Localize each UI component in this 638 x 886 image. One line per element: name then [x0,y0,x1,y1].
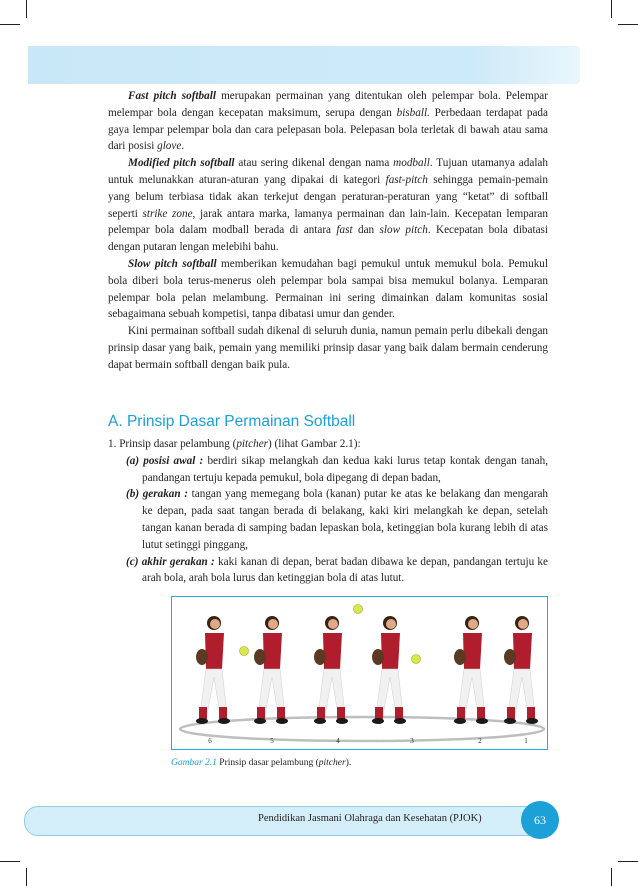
pitcher-figure [240,616,289,724]
term-modified-pitch: Modified pitch softball [128,157,235,170]
crop-mark [26,0,27,18]
list-subitem-a: (a) posisi awal : berdiri sikap melangkah dan kedua kaki lurus tetap kontak dengan tanah, pandangan tertuju kepada pemukul, bola dipegang di depan badan, [126,454,548,484]
pitcher-figure [504,616,538,724]
page-number: 63 [521,801,559,839]
paragraph-closing: Kini permainan softball sudah dikenal di seluruh dunia, namun pemain perlu dibekali dengan prinsip dasar yang baik, pemain yang memiliki prinsip dasar yang baik dalam bermain cenderung dapat bermain softball dengan baik pula. [108,325,548,371]
crop-mark [618,861,638,862]
pitcher-illustration [172,597,547,749]
softball-icon [354,605,363,614]
paragraph-slow-pitch: Slow pitch softball memberikan kemudahan bagi pemukul untuk memukul bola. Pemukul bola diberi bola terus-menerus oleh pelempar bola sampai bisa memukul bolanya. Lemparan pelempar bola pelan melambung. Permainan ini sering dimainkan dalam komunitas sosial sebagaimana sebuah kompetisi, tanpa dibatasi umur dan gender. [108,257,548,321]
figure-caption: Gambar 2.1 Prinsip dasar pelambung (pitcher). [171,758,352,768]
crop-mark [618,24,638,25]
pitcher-figure [372,616,421,724]
crop-mark [611,868,612,886]
sequence-number: 3 [410,737,414,745]
body-text [108,88,548,374]
sequence-number: 5 [270,737,274,745]
pitcher-figure [454,616,488,724]
softball-icon [240,647,249,656]
sequence-number: 6 [208,737,212,745]
section-title: A. Prinsip Dasar Permainan Softball [108,413,356,430]
sequence-number: 2 [478,737,482,745]
figure-pitcher-sequence [171,596,548,750]
header-band [28,46,580,84]
crop-mark [0,861,20,862]
footer-book-title: Pendidikan Jasmani Olahraga dan Kesehatan (PJOK) [258,813,482,824]
list-subitem-b: (b) gerakan : tangan yang memegang bola (kanan) putar ke atas ke belakang dan mengarah ke depan, pada saat tangan berada di belakang, kaki kiri melangkah ke depan, setelah tangan kanan berada di samping badan lepaskan bola, ketinggian bola kurang lebih di atas lutut setinggi pinggang, [126,488,549,551]
list-item-1: 1. Prinsip dasar pelambung (pitcher) (lihat Gambar 2.1): [108,438,361,450]
crop-mark [26,868,27,886]
term-slow-pitch: Slow pitch softball [128,257,217,270]
sequence-number: 1 [524,737,528,745]
ground-ellipse [180,717,544,741]
paragraph-modified-pitch: Modified pitch softball atau sering dikenal dengan nama modball. Tujuan utamanya adalah untuk melunakkan aturan-aturan yang dipakai di kategori fast-pitch sehingga pemain-pemain yang belum terbiasa tidak akan terkejut dengan peraturan-peraturan yang “ketat” di softball seperti strike zone, jarak antara marka, lamanya permainan dan lain-lain. Kecepatan lemparan pelempar bola dalam modball berada di antara fast dan slow pitch. Kecepatan bola dibatasi dengan putaran lengan melebihi bahu. [108,157,549,254]
pitcher-principles-list [108,436,548,587]
pitcher-figure [196,616,230,724]
list-subitem-c: (c) akhir gerakan : kaki kanan di depan, berat badan dibawa ke depan, pandangan tertuju ke arah bola, arah bola lurus dan ketinggian bola di atas lutut. [126,555,548,585]
sequence-number: 4 [336,737,340,745]
pitcher-figure [314,605,363,725]
crop-mark [611,0,612,18]
softball-icon [412,655,421,664]
crop-mark [0,24,20,25]
term-fast-pitch: Fast pitch softball [128,90,216,102]
paragraph-fast-pitch: Fast pitch softball merupakan permainan yang ditentukan oleh pelempar bola. Pelempar melempar bola dengan kecepatan maksimum, serupa dengan bisball. Perbedaan terdapat pada gaya lempar pelempar bola dan cara pelepasan bola. Pelepasan bola terletak di bawah atau sama dari posisi glove. [108,90,548,153]
